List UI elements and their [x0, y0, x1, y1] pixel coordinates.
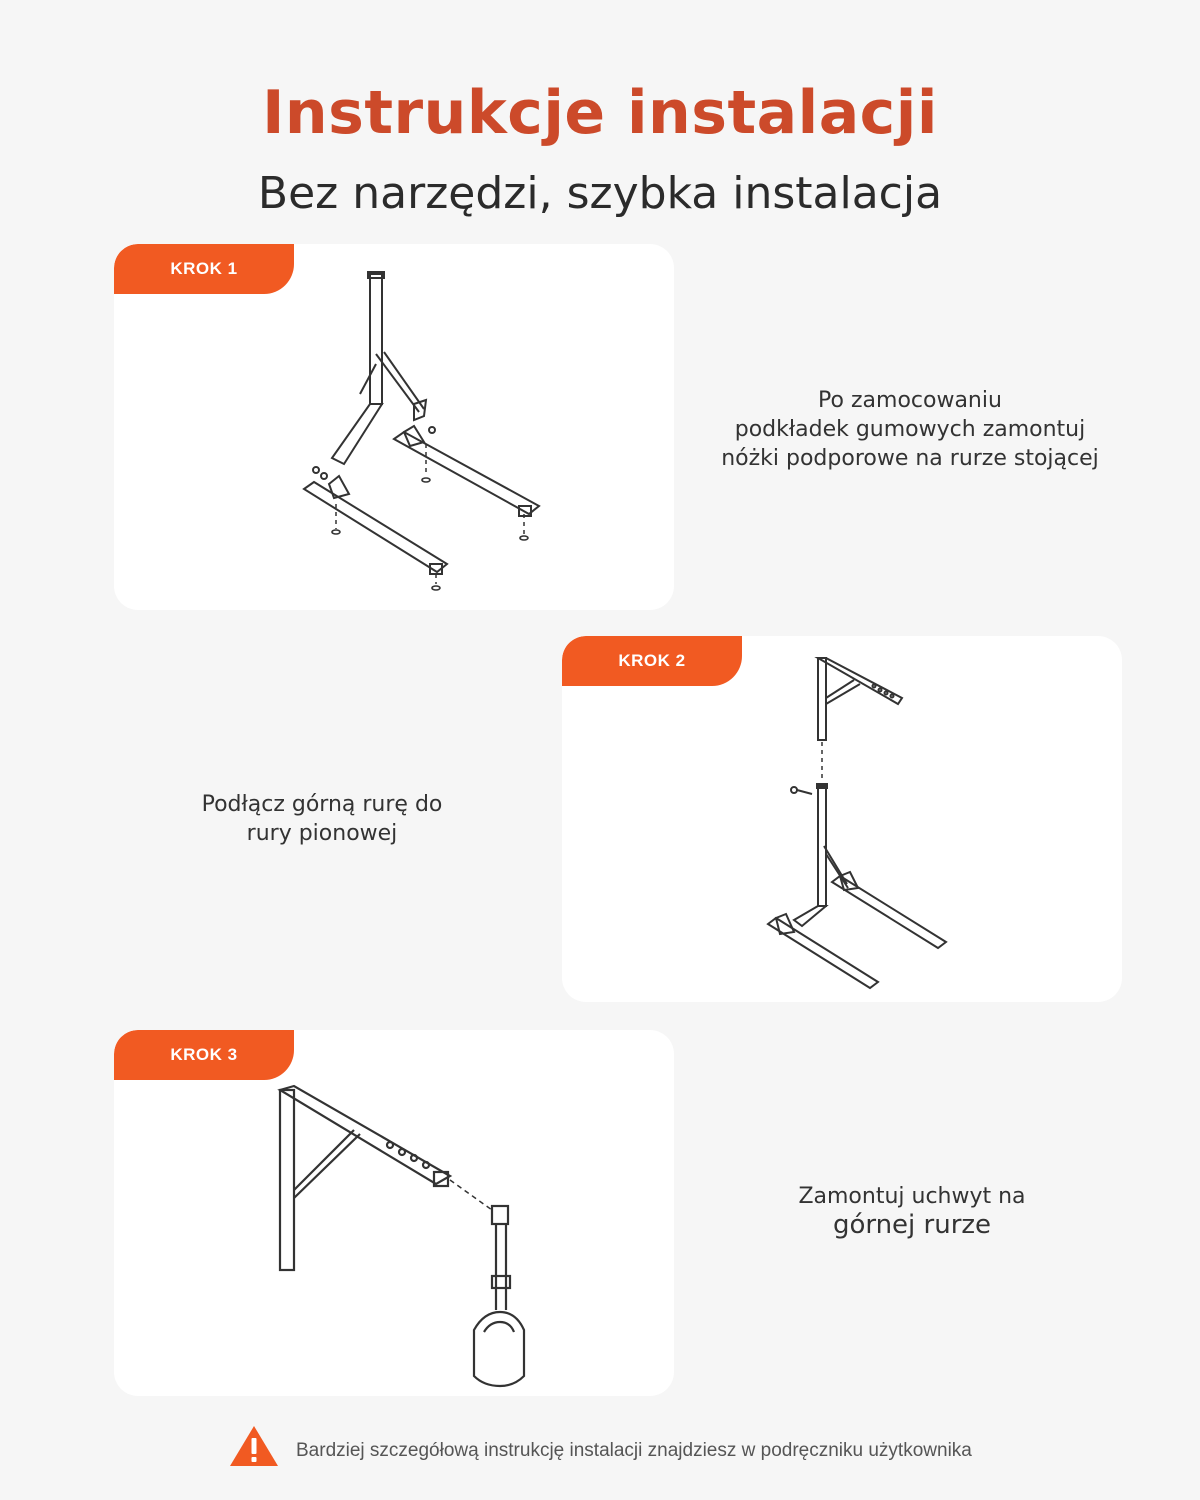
step-3-line-2: górnej rurze	[832, 1210, 992, 1240]
step-2-description	[130, 790, 514, 848]
step-2-badge: KROK 2	[562, 636, 742, 686]
step-2-line-1: Podłącz górną rurę do	[201, 792, 443, 817]
page-title: Instrukcje instalacji	[262, 78, 938, 148]
step-3-card	[114, 1030, 674, 1396]
footer-text: Bardziej szczegółową instrukcję instalacji znajdziesz w podręczniku użytkownika	[296, 1440, 972, 1461]
step-1-card	[114, 244, 674, 610]
step-1-description	[700, 386, 1120, 473]
step-1-line-3: nóżki podporowe na rurze stojącej	[721, 446, 1099, 471]
step-1-illustration	[114, 244, 674, 610]
step-1-line-1: Po zamocowaniu	[818, 388, 1002, 413]
step-3-line-1: Zamontuj uchwyt na	[798, 1184, 1026, 1209]
warning-icon	[228, 1424, 280, 1468]
step-2-illustration	[562, 636, 1122, 1002]
step-3-illustration	[114, 1030, 674, 1396]
step-1-line-2: podkładek gumowych zamontuj	[734, 417, 1086, 442]
footer-note	[228, 1424, 988, 1476]
step-3-description	[720, 1182, 1104, 1240]
step-2-line-2: rury pionowej	[246, 821, 398, 846]
step-2-card	[562, 636, 1122, 1002]
step-3-badge: KROK 3	[114, 1030, 294, 1080]
page-subtitle: Bez narzędzi, szybka instalacja	[257, 168, 943, 219]
step-1-badge: KROK 1	[114, 244, 294, 294]
